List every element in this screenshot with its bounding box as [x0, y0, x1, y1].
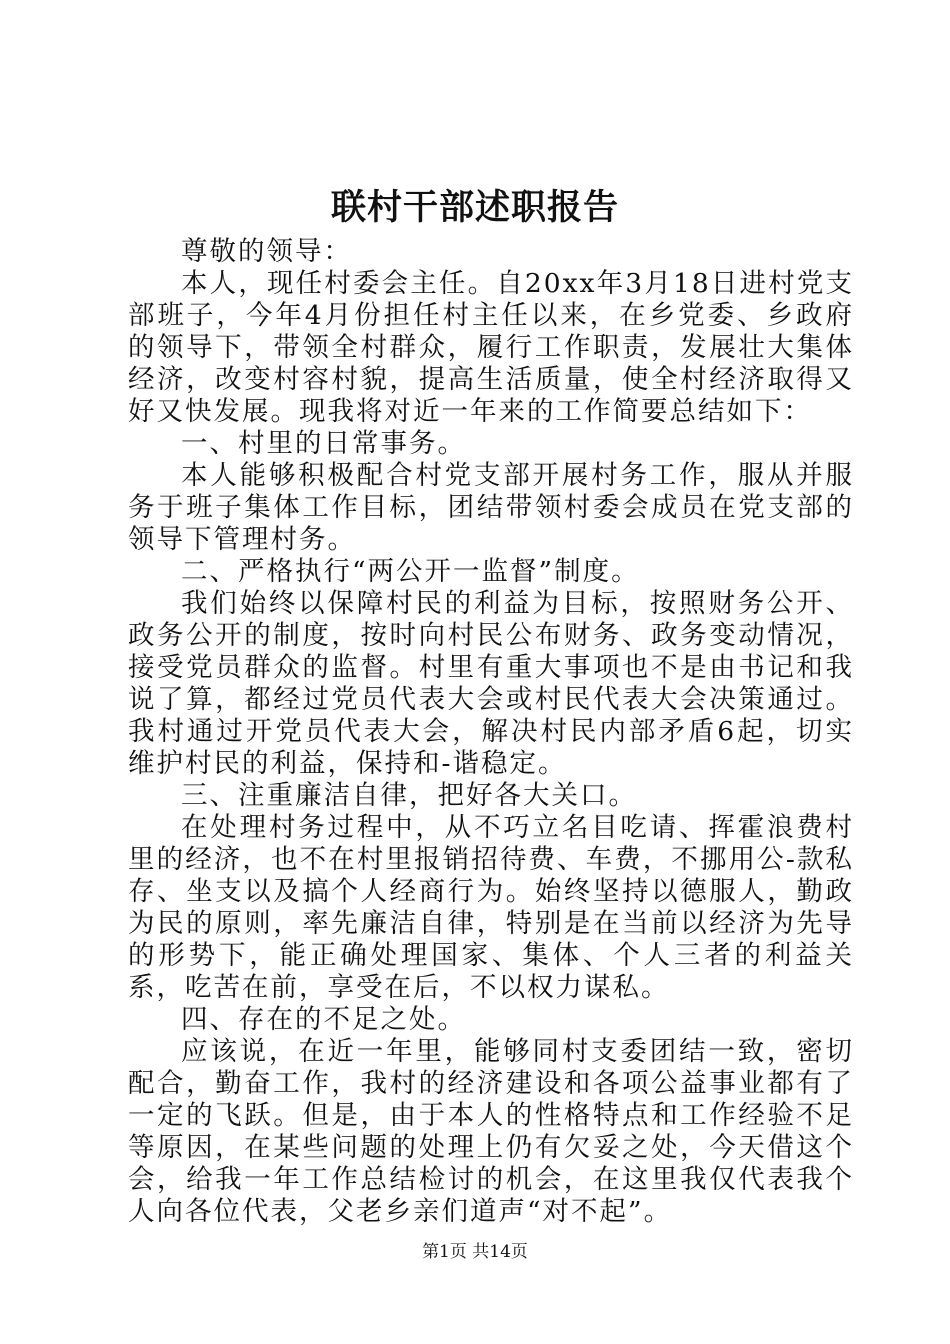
intro-paragraph: 本人，现任村委会主任。自20xx年3月18日进村党支部班子，今年4月份担任村主任以来，在乡党委、乡政府的领导下，带领全村群众，履行工作职责，发展壮大集体经济，改变村容村貌，提高生活质量，使全村经济取得又好又快发展。现我将对近一年来的工作简要总结如下： [128, 268, 854, 427]
section-paragraph-4: 应该说，在近一年里，能够同村支委团结一致，密切配合，勤奋工作，我村的经济建设和各项公益事业都有了一定的飞跃。但是，由于本人的性格特点和工作经验不足等原因，在某些问题的处理上仍有欠妥之处，今天借这个会，给我一年工作总结检讨的机会，在这里我仅代表我个人向各位代表，父老乡亲们道声“对不起”。 [128, 1036, 854, 1227]
section-paragraph-3: 在处理村务过程中，从不巧立名目吃请、挥霍浪费村里的经济，也不在村里报销招待费、车费，不挪用公-款私存、坐支以及搞个人经商行为。始终坚持以德服人，勤政为民的原则，率先廉洁自律，特别是在当前以经济为先导的形势下，能正确处理国家、集体、个人三者的利益关系，吃苦在前，享受在后，不以权力谋私。 [128, 812, 854, 1003]
section-heading-2: 二、严格执行“两公开一监督”制度。 [181, 556, 640, 587]
section-heading-4: 四、存在的不足之处。 [181, 1004, 466, 1035]
document-body [128, 236, 854, 1228]
section-paragraph-2: 我们始终以保障村民的利益为目标，按照财务公开、政务公开的制度，按时向村民公布财务、政务变动情况，接受党员群众的监督。村里有重大事项也不是由书记和我说了算，都经过党员代表大会或村民代表大会决策通过。我村通过开党员代表大会，解决村民内部矛盾6起，切实维护村民的利益，保持和-谐稳定。 [128, 588, 854, 779]
salutation: 尊敬的领导： [181, 236, 352, 267]
page-number-footer: 第1页 共14页 [422, 1242, 528, 1262]
section-heading-1: 一、村里的日常事务。 [181, 428, 466, 459]
document-title: 联村干部述职报告 [330, 187, 619, 228]
section-paragraph-1: 本人能够积极配合村党支部开展村务工作，服从并服务于班子集体工作目标，团结带领村委会成员在党支部的领导下管理村务。 [128, 460, 854, 555]
section-heading-3: 三、注重廉洁自律，把好各大关口。 [181, 780, 637, 811]
